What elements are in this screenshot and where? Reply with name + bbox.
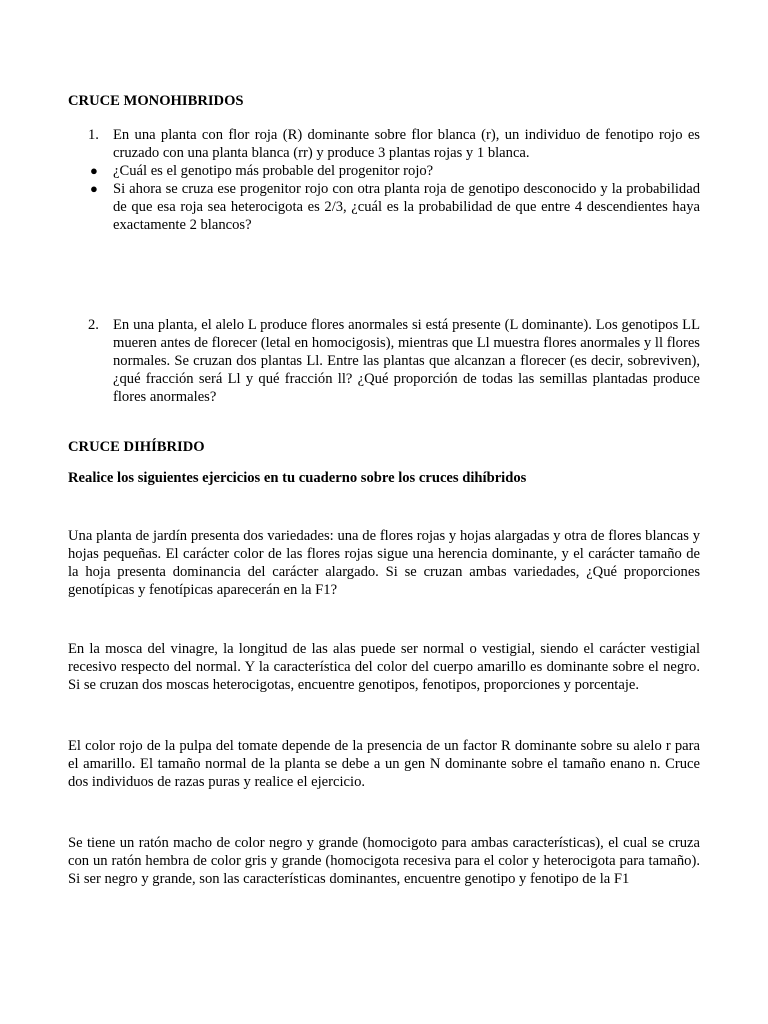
paragraph-text: Una planta de jardín presenta dos variedades: una de flores rojas y hojas alargadas y otra de flores blancas y hojas pequeñas. El carácter color de las flores rojas sigue una herencia dominante, y el carácter tamaño de la hoja presenta dominancia del carácter alargado. Si se cruzan ambas variedades, ¿Qué proporciones genotípicas y fenotípicas aparecerán en la F1?: [68, 528, 700, 598]
bullet-text: ¿Cuál es el genotipo más probable del progenitor rojo?: [113, 163, 434, 179]
section-monohybrid: [68, 92, 700, 110]
item-number: 2.: [88, 317, 99, 333]
bullet-icon: ●: [90, 163, 98, 178]
section-heading-dihybrid: CRUCE DIHÍBRIDO: [68, 439, 205, 455]
question-1: [68, 126, 700, 234]
exercise-paragraph-4: [68, 834, 700, 888]
exercise-paragraph-1: [68, 527, 700, 599]
instructions: [68, 469, 700, 487]
item-text: En una planta, el alelo L produce flores anormales si está presente (L dominante). Los genotipos LL mueren antes de florecer (letal en homocigosis), mientras que Ll muestra flores anormales y ll flores normales. Se cruzan dos plantas Ll. Entre las plantas que alcanzan a florecer (es decir, sobreviven), ¿qué fracción será Ll y qué fracción ll? ¿Qué proporción de todas las semillas plantadas produce flores anormales?: [113, 317, 700, 405]
paragraph-text: El color rojo de la pulpa del tomate depende de la presencia de un factor R dominante sobre su alelo r para el amarillo. El tamaño normal de la planta se debe a un gen N dominante sobre el tamaño enano n. Cruce dos individuos de razas puras y realice el ejercicio.: [68, 738, 700, 790]
bullet-item-2: [68, 180, 700, 234]
item-number: 1.: [88, 127, 99, 143]
question-2: [68, 316, 700, 406]
paragraph-text: Se tiene un ratón macho de color negro y grande (homocigoto para ambas características), el cual se cruza con un ratón hembra de color gris y grande (homocigota recesiva para el color y heterocigota para tamaño). Si ser negro y grande, son las características dominantes, encuentre genotipo y fenotipo de la F1: [68, 835, 700, 887]
bullet-item-1: [68, 162, 700, 180]
bullet-text: Si ahora se cruza ese progenitor rojo con otra planta roja de genotipo desconocido y la probabilidad de que esa roja sea heterocigota es 2/3, ¿cuál es la probabilidad de que entre 4 descendientes haya exactamente 2 blancos?: [113, 181, 700, 233]
instructions-text: Realice los siguientes ejercicios en tu cuaderno sobre los cruces dihíbridos: [68, 470, 527, 486]
exercise-paragraph-2: [68, 640, 700, 694]
numbered-item-2: [68, 316, 700, 406]
paragraph-text: En la mosca del vinagre, la longitud de las alas puede ser normal o vestigial, siendo el carácter vestigial recesivo respecto del normal. Y la característica del color del cuerpo amarillo es dominante sobre el negro. Si se cruzan dos moscas heterocigotas, encuentre genotipos, fenotipos, proporciones y porcentaje.: [68, 641, 700, 693]
bullet-icon: ●: [90, 181, 98, 196]
exercise-paragraph-3: [68, 737, 700, 791]
item-text: En una planta con flor roja (R) dominante sobre flor blanca (r), un individuo de fenotipo rojo es cruzado con una planta blanca (rr) y produce 3 plantas rojas y 1 blanca.: [113, 127, 700, 161]
numbered-item-1: [68, 126, 700, 162]
section-heading-monohybrid: CRUCE MONOHIBRIDOS: [68, 93, 244, 109]
section-dihybrid: [68, 438, 700, 456]
